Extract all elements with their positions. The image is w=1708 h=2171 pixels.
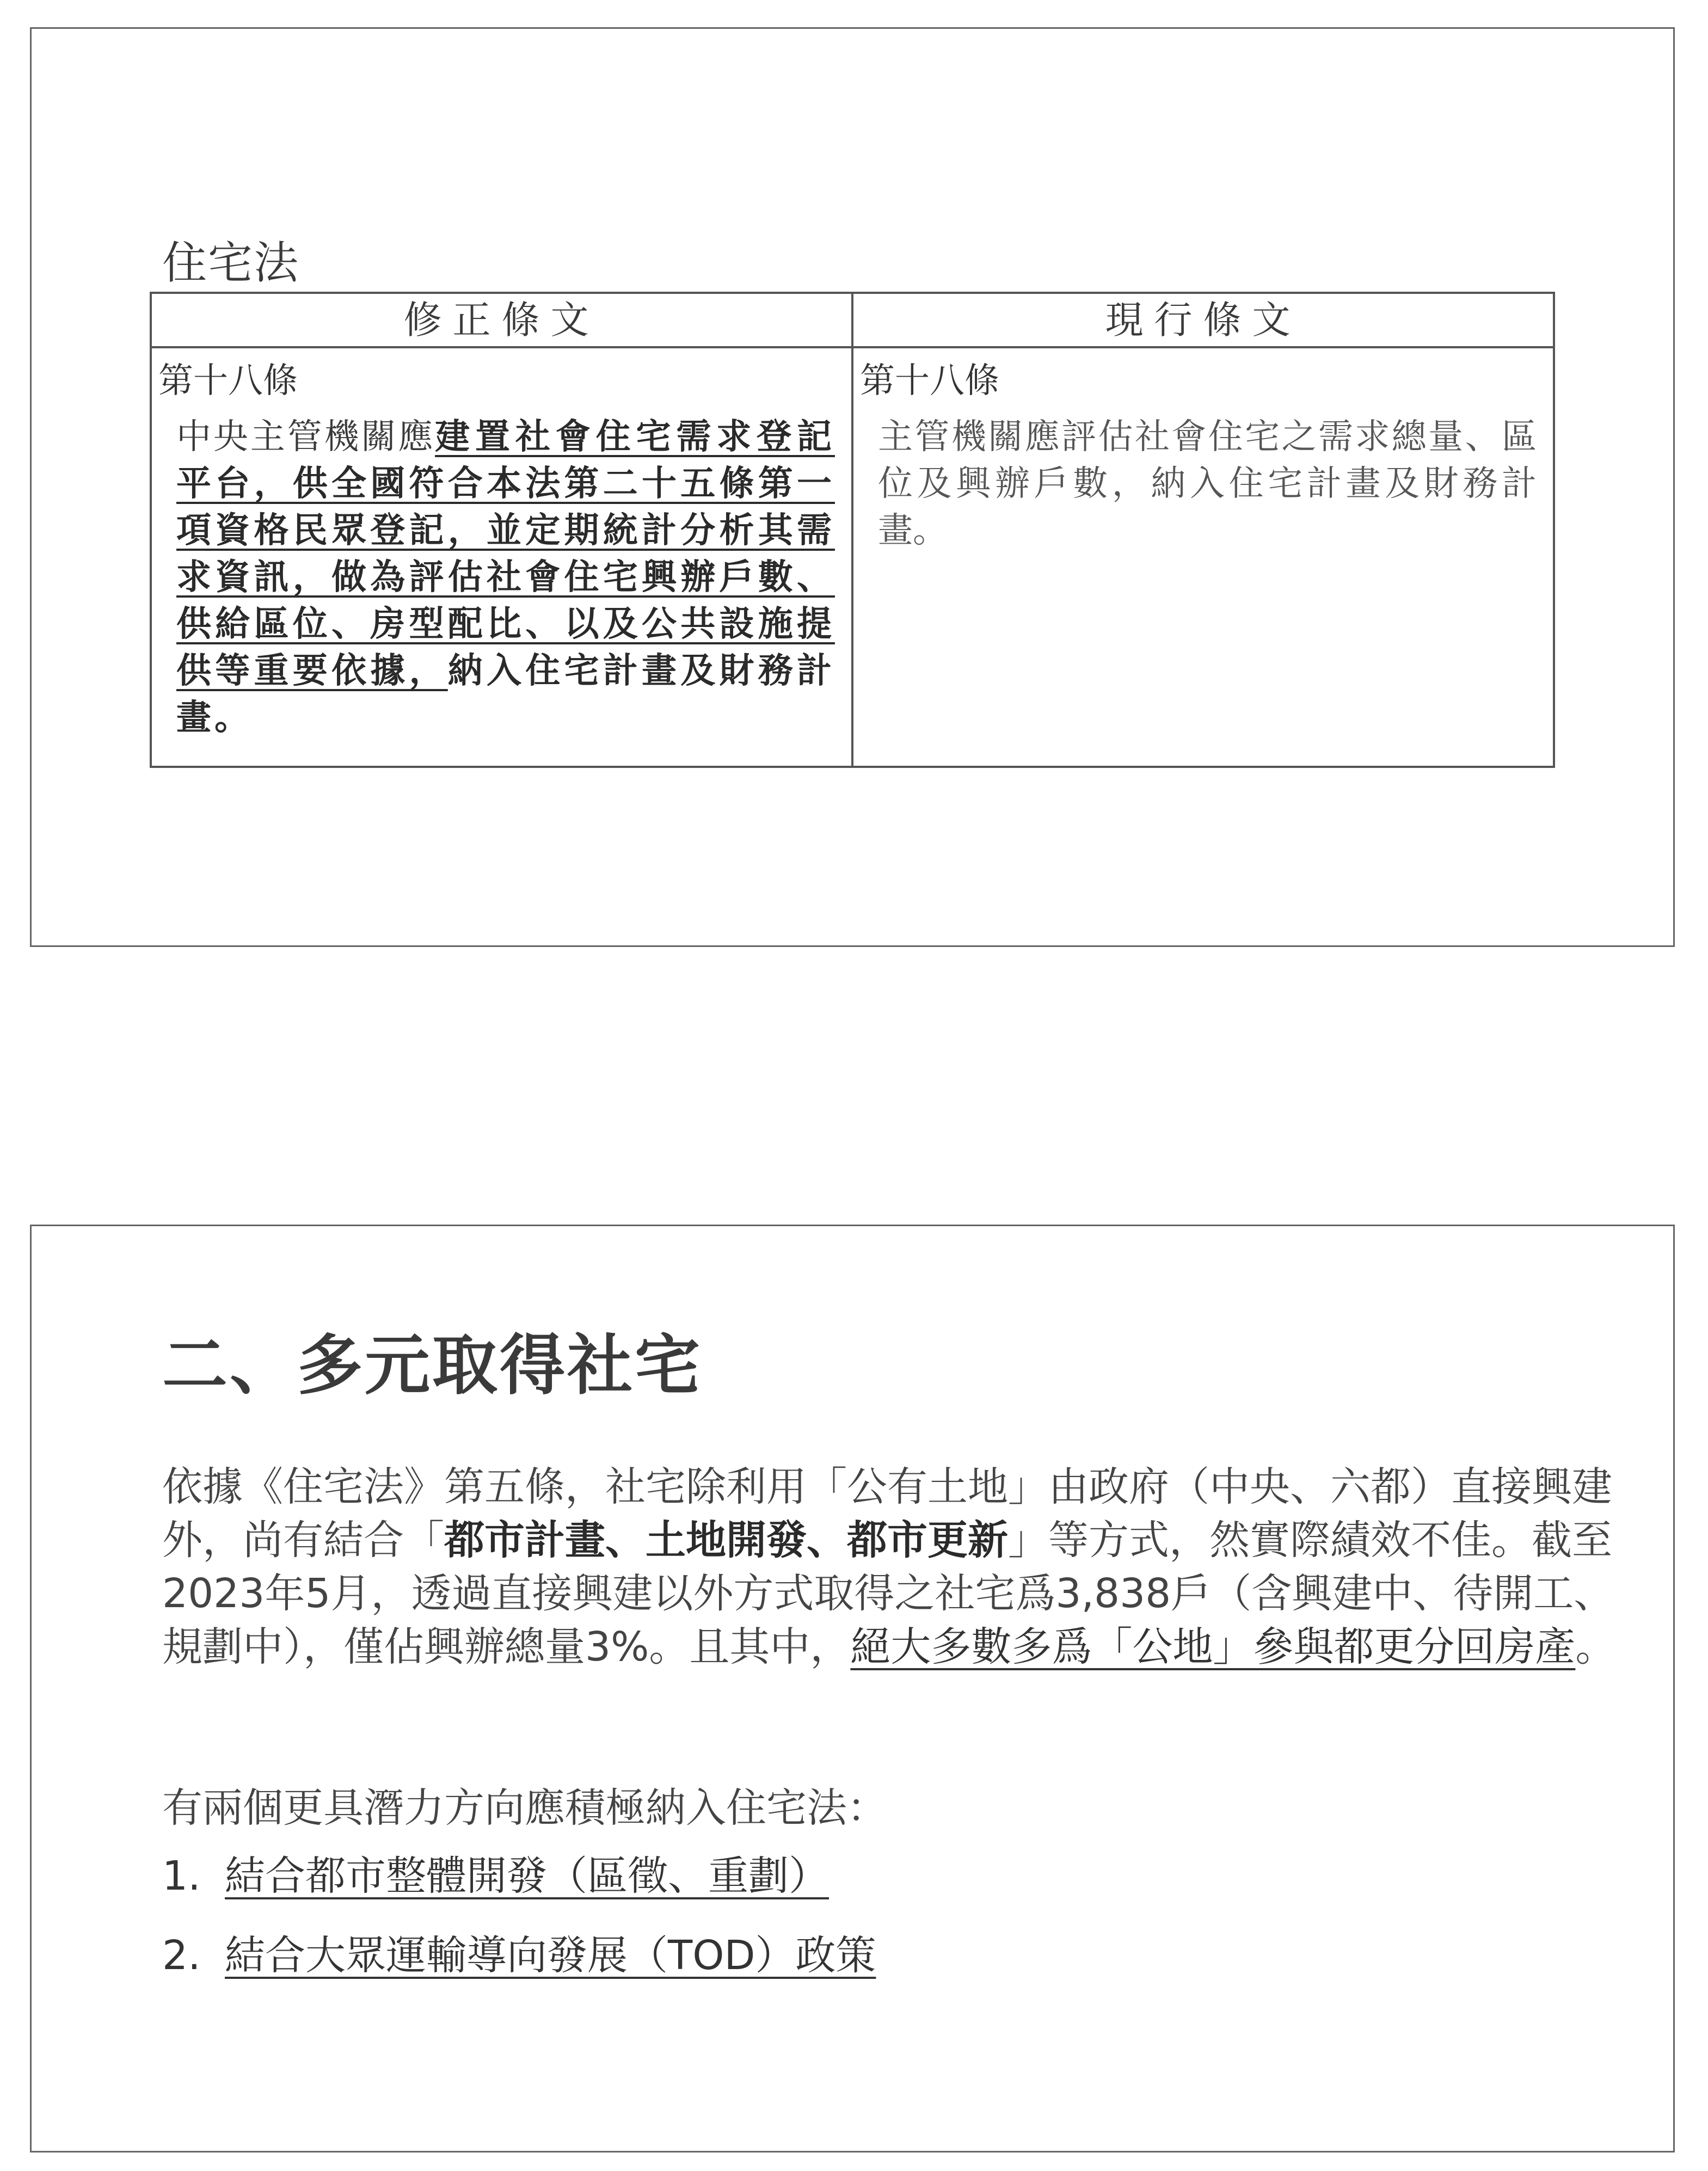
- current-column: [853, 294, 1553, 766]
- amended-body-plain: 中央主管機關應: [176, 417, 435, 457]
- slide-housing-law-table: [30, 27, 1675, 947]
- slide-heading: 二、多元取得社宅: [162, 1328, 702, 1404]
- para-part2: 」等方式，然實際績效不佳。截至2023年5月，透過直接興建以外方式取得之社宅爲3,838戶（含興建中、待開工、規劃中），僅佔興辦總量3%。且其中，: [162, 1517, 1614, 1670]
- current-header: 現行條文: [853, 294, 1553, 348]
- list-item-text: 結合大眾運輸導向發展（TOD）政策: [225, 1932, 876, 1979]
- amended-body-underlined: 建置社會住宅需求登記平台，供全國符合本法第二十五條第一項資格民眾登記，並定期統計分析其需求資訊，做為評估社會住宅興辦戶數、供給區位、房型配比、以及公共設施提供等重要依據，: [176, 416, 835, 691]
- amended-article-number: 第十八條: [158, 361, 298, 401]
- list-intro: 有兩個更具潛力方向應積極納入住宅法：: [162, 1785, 887, 1831]
- slide-diverse-acquisition: [30, 1225, 1675, 2152]
- current-article-body: 主管機關應評估社會住宅之需求總量、區位及興辦戶數，納入住宅計畫及財務計畫。: [878, 417, 1537, 551]
- list-item-number: 1.: [162, 1853, 201, 1899]
- current-article-number: 第十八條: [860, 361, 999, 401]
- slide-title: 住宅法: [162, 237, 300, 289]
- amended-article-body: [152, 403, 851, 741]
- para-underline: 絕大多數多爲「公地」參與都更分回房產: [850, 1623, 1576, 1670]
- amended-body-tail: 納入住宅計畫及財務計畫。: [176, 650, 835, 738]
- para-bold: 都市計畫、土地開發、都市更新: [444, 1517, 1008, 1564]
- direction-list: [162, 1844, 876, 2003]
- para-end: 。: [1575, 1623, 1616, 1670]
- comparison-table: [150, 292, 1555, 768]
- list-item-text: 結合都市整體開發（區徵、重劃）: [225, 1853, 829, 1899]
- para-part1: 依據《住宅法》第五條，社宅除利用「公有土地」由政府（中央、六都）直接興建外，尚有結合「: [162, 1463, 1612, 1564]
- list-item: [162, 1844, 876, 1902]
- list-item: [162, 1923, 876, 1981]
- list-item-number: 2.: [162, 1932, 201, 1979]
- amended-column: [152, 294, 853, 766]
- main-paragraph: [162, 1460, 1621, 1674]
- amended-header: 修正條文: [152, 294, 851, 348]
